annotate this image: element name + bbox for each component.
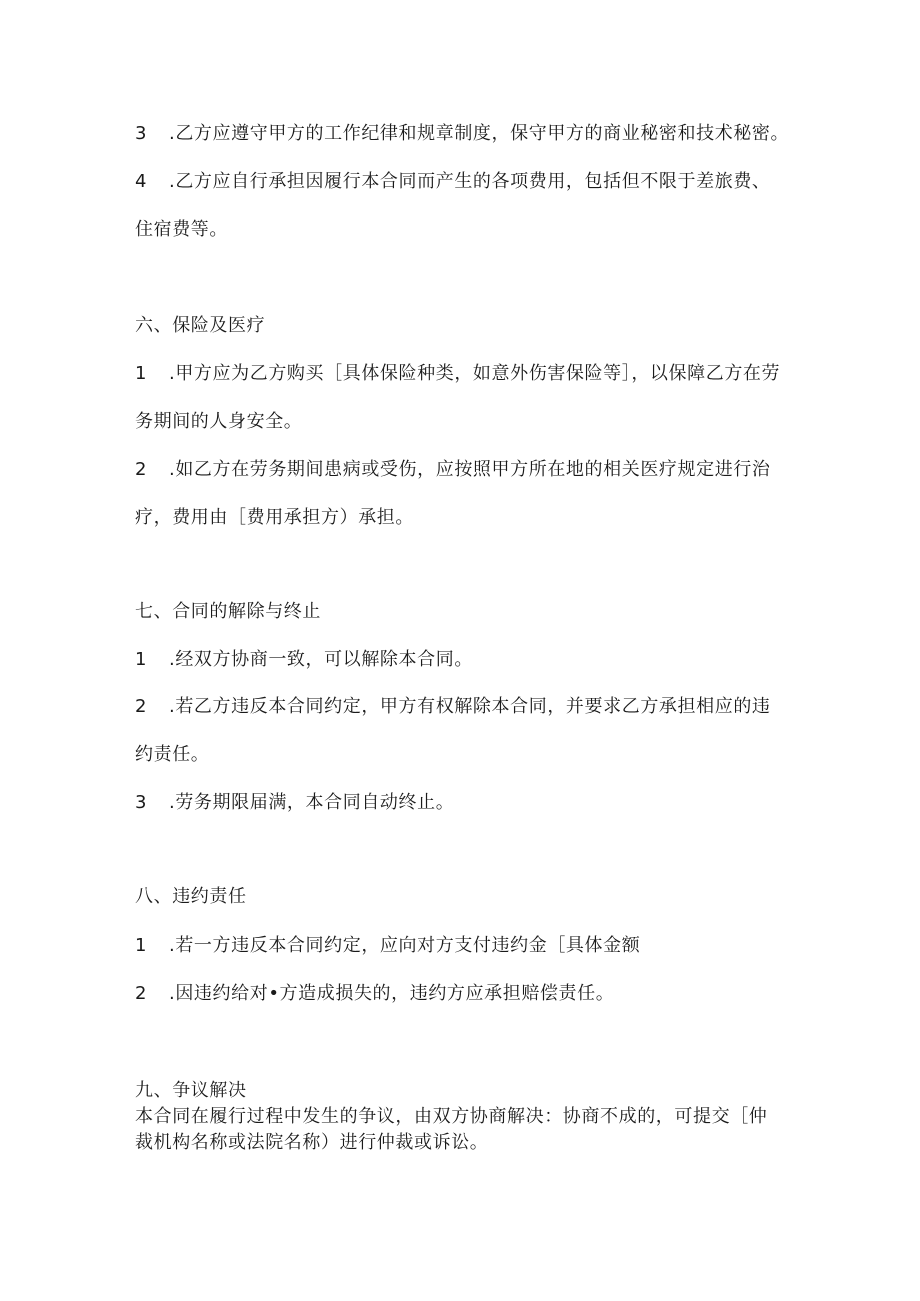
clause-text: .经双方协商一致，可以解除本合同。: [169, 649, 473, 670]
section-heading-8: 八、违约责任: [135, 886, 247, 907]
clause-number: 1: [135, 363, 148, 384]
clause-text: .劳务期限届满，本合同自动终止。: [169, 792, 455, 813]
clause-8-2: [135, 982, 614, 1006]
section-heading-9: 九、争议解决: [135, 1080, 247, 1101]
clause-number: 1: [135, 649, 148, 670]
clause-number: 4: [135, 171, 148, 192]
clause-number: 2: [135, 983, 148, 1004]
clause-6-2-continuation: 疗，费用由［费用承担方）承担。: [135, 507, 414, 528]
clause-text: .若一方违反本合同约定，应向对方支付违约金［具体金额: [169, 935, 641, 956]
clause-6-2: [135, 458, 771, 482]
clause-number: 2: [135, 696, 148, 717]
clause-number: 3: [135, 792, 148, 813]
section-heading-6: 六、保险及医疗: [135, 315, 266, 336]
clause-7-2-continuation: 约责任。: [135, 744, 210, 765]
clause-number: 1: [135, 935, 148, 956]
clause-number: 2: [135, 459, 148, 480]
section-9-paragraph-line-2: 裁机构名称或法院名称）进行仲裁或诉讼。: [135, 1132, 489, 1153]
clause-7-3: [135, 791, 454, 815]
clause-7-1: [135, 648, 473, 672]
clause-text: .如乙方在劳务期间患病或受伤，应按照甲方所在地的相关医疗规定进行治: [169, 459, 771, 480]
clause-5-4-continuation: 住宿费等。: [135, 219, 228, 240]
clause-text: .乙方应遵守甲方的工作纪律和规章制度，保守甲方的商业秘密和技术秘密。: [169, 123, 790, 144]
clause-text: .乙方应自行承担因履行本合同而产生的各项费用，包括但不限于差旅费、: [169, 171, 771, 192]
clause-5-3: [135, 122, 789, 146]
clause-text: .若乙方违反本合同约定，甲方有权解除本合同，并要求乙方承担相应的违: [169, 696, 771, 717]
section-9-paragraph-line-1: 本合同在履行过程中发生的争议，由双方协商解决：协商不成的，可提交［仲: [135, 1106, 768, 1127]
clause-text: .因违约给对•方造成损失的，违约方应承担赔偿责任。: [169, 983, 615, 1004]
clause-number: 3: [135, 123, 148, 144]
clause-6-1: [135, 362, 780, 386]
section-heading-7: 七、合同的解除与终止: [135, 601, 321, 622]
clause-7-2: [135, 695, 771, 719]
clause-8-1: [135, 934, 640, 958]
clause-6-1-continuation: 务期间的人身安全。: [135, 411, 303, 432]
clause-text: .甲方应为乙方购买［具体保险种类，如意外伤害保险等］，以保障乙方在劳: [169, 363, 781, 384]
clause-5-4: [135, 170, 771, 194]
